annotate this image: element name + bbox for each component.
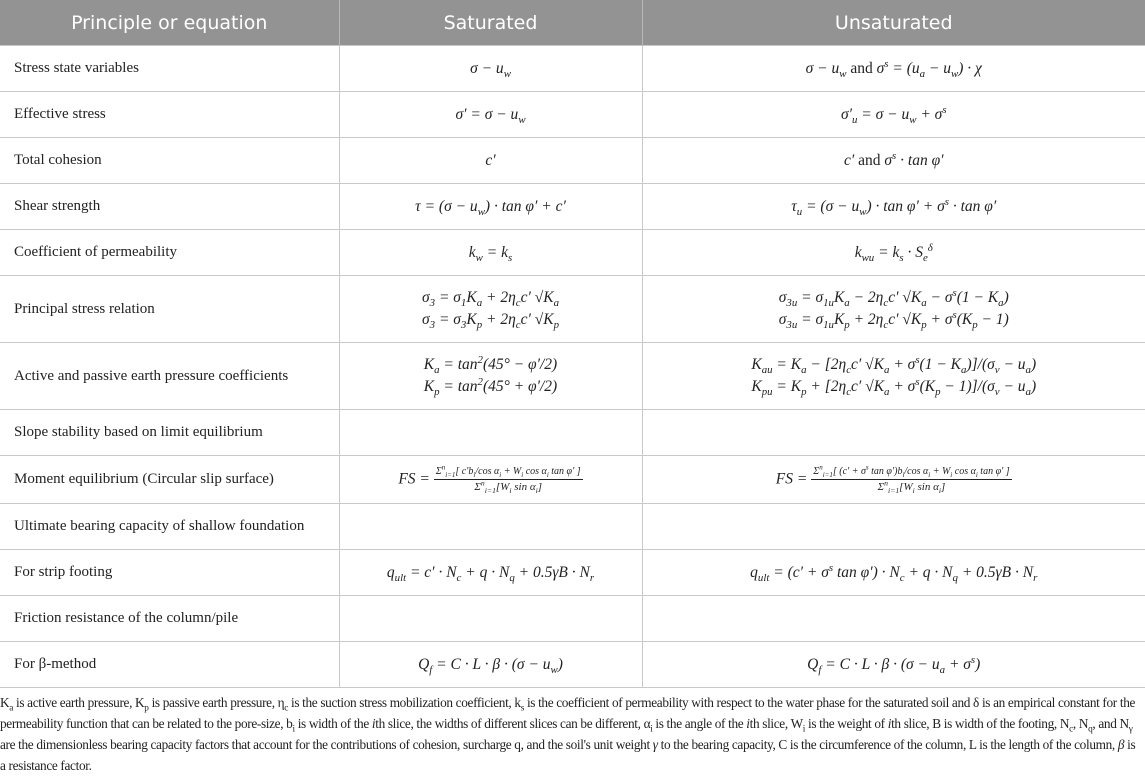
unsaturated-equation: $q_{ult} = (c' + \sigma^s$ $\tan \varphi') \cdot N_c + q \cdot N_q + 0.5\gamma B \cdot N_r$ [642,550,1145,596]
principle-cell: Slope stability based on limit equilibrium [0,410,339,456]
principle-cell: For β-method [0,642,339,688]
table-row [0,596,1145,642]
principle-cell: Principal stress relation [0,276,339,343]
unsaturated-equation: $k_{wu} = k_s \cdot S_e^\delta$ [642,230,1145,276]
table-row [0,138,1145,184]
principle-cell: Shear strength [0,184,339,230]
saturated-equation [339,410,642,456]
unsaturated-equation: $\sigma'_u = \sigma - u_w + \sigma^s$ [642,92,1145,138]
header-saturated: Saturated [339,0,642,46]
table-row [0,642,1145,688]
principle-cell: Effective stress [0,92,339,138]
principle-cell: Stress state variables [0,46,339,92]
table-row [0,410,1145,456]
saturated-equation: FS = $\frac{\Sigma^n_{i=1}[ c'b_i/\cos \alpha_i + W_i \cos \alpha_i \tan \varphi' ]}{\Sigma^n_{i=1}[W_i \sin \alpha_i]}$ [339,456,642,504]
saturated-equation [339,596,642,642]
saturated-equation: $\sigma - u_w$ [339,46,642,92]
unsaturated-equation [642,504,1145,550]
saturated-equation: $q_{ult} = c' \cdot N_c + q \cdot N_q + 0.5\gamma B \cdot N_r$ [339,550,642,596]
saturated-equation: $K_a = \tan^2(45^\circ - \varphi'/2)$ $K_p = \tan^2(45^\circ + \varphi'/2)$ [339,343,642,410]
unsaturated-equation: $Q_f = C \cdot L \cdot \beta \cdot (\sigma - u_a + \sigma^s)$ [642,642,1145,688]
saturated-equation: $k_w = k_s$ [339,230,642,276]
saturated-equation: $Q_f = C \cdot L \cdot \beta \cdot (\sigma - u_w)$ [339,642,642,688]
unsaturated-equation: $K_{au} = K_a - [2\eta_cc'$ $√K_a + \sigma^s(1 - K_a)]/(\sigma_v - u_a)$ $K_{pu} = K_p + [2\eta_cc'$ $√K_a + \sigma^s(K_p - 1)]/(\sigma_v - u_a)$ [642,343,1145,410]
principle-cell: Friction resistance of the column/pile [0,596,339,642]
principle-cell: Active and passive earth pressure coefficients [0,343,339,410]
principle-cell: Total cohesion [0,138,339,184]
table-row [0,343,1145,410]
unsaturated-equation: $\tau_u = (\sigma - u_w) \cdot \tan \varphi' + \sigma^s \cdot \tan \varphi'$ [642,184,1145,230]
table-footnote: $K_a$ is active earth pressure, $K_p$ is passive earth pressure, $\eta_c$ is the suction stress mobilization coefficient, $k_s$ is the coefficient of permeability with respect to the water phase for the saturated soil and δ is an empirical constant for the permeability function that can be related to the pore-size, $b_i$ is width of the ith slice, the widths of different slices can be different, $\alpha_i$ is the angle of the ith slice, $W_i$ is the weight of ith slice, B is width of the footing, $N_c$, $N_q$, and $N_\gamma$ are the dimensionless bearing capacity factors that account for the contributions of cohesion, surcharge q, and the soil's unit weight γ to the bearing capacity, C is the circumference of the column, L is the length of the column, β is a resistance factor. [0,695,1136,773]
unsaturated-equation [642,596,1145,642]
saturated-equation: c′ [339,138,642,184]
header-row [0,0,1145,46]
saturated-equation: $\sigma' = \sigma - u_w$ [339,92,642,138]
principle-cell: For strip footing [0,550,339,596]
table-row [0,550,1145,596]
table-row [0,504,1145,550]
header-unsaturated: Unsaturated [642,0,1145,46]
saturated-equation: $\tau = (\sigma - u_w) \cdot \tan \varphi' + c'$ [339,184,642,230]
table-row [0,46,1145,92]
unsaturated-equation: c′ and $\sigma^s \cdot \tan \varphi'$ [642,138,1145,184]
unsaturated-equation: $\sigma_{3u} = \sigma_{1u}K_a - 2\eta_cc'$ $√K_a - \sigma^s(1 - K_a)$ $\sigma_{3u} = \sigma_{1u}K_p + 2\eta_cc'$ $√K_p + \sigma^s(K_p - 1)$ [642,276,1145,343]
principle-cell: Coefficient of permeability [0,230,339,276]
saturated-equation [339,504,642,550]
principle-cell: Ultimate bearing capacity of shallow foundation [0,504,339,550]
saturated-equation: $\sigma_3 = \sigma_1K_a + 2\eta_cc'$ $√K_a$ $\sigma_3 = \sigma_3K_p + 2\eta_cc'$ $√K_p$ [339,276,642,343]
table-row [0,276,1145,343]
table-row [0,184,1145,230]
header-principle: Principle or equation [0,0,339,46]
unsaturated-equation: FS = $\frac{\Sigma^n_{i=1}[ (c' + \sigma^s \tan \varphi')b_i/\cos \alpha_i + W_i \cos \alpha_i \tan \varphi' ]}{\Sigma^n_{i=1}[W_i \sin \alpha_i]}$ [642,456,1145,504]
unsaturated-equation [642,410,1145,456]
unsaturated-equation: $\sigma - u_w$ and $\sigma^s = (u_a - u_w) \cdot \chi$ [642,46,1145,92]
table-row [0,92,1145,138]
table-row [0,456,1145,504]
principle-cell: Moment equilibrium (Circular slip surface) [0,456,339,504]
table-row [0,230,1145,276]
